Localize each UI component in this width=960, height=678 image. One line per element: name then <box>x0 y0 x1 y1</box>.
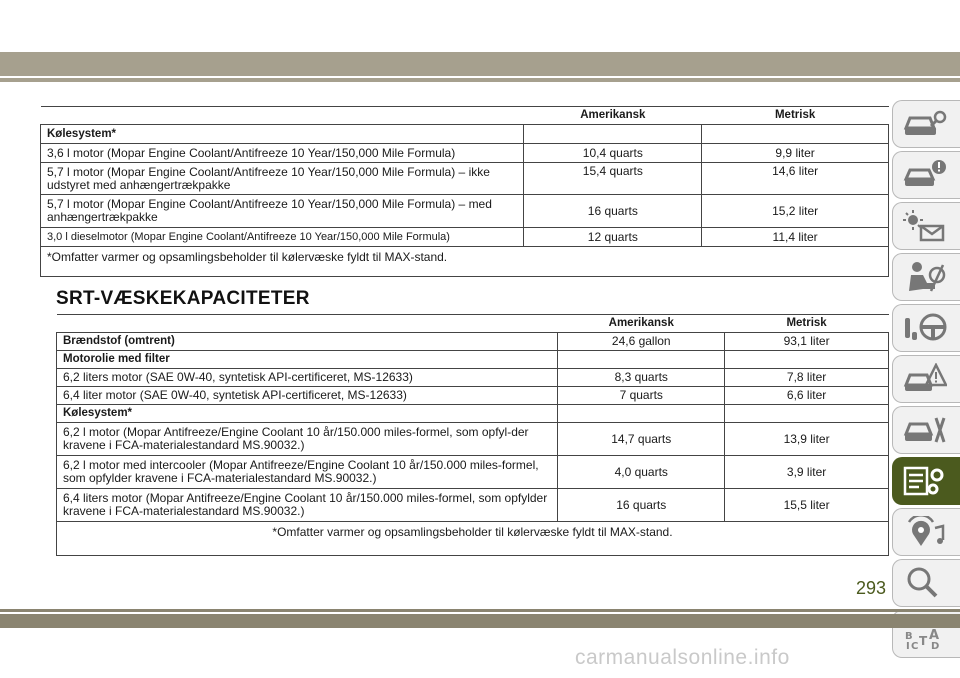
roadside-warning-icon <box>903 363 947 395</box>
top-decor-band <box>0 52 960 76</box>
row-label: 6,4 liters motor (Mopar Antifreeze/Engine Coolant 10 år/150.000 miles-formel, som opfylder kravene i FCA-materialestandard MS.90032.) <box>57 489 558 522</box>
table-note-row <box>41 247 889 277</box>
row-label: Motorolie med filter <box>57 351 558 369</box>
index-letter: A <box>929 628 940 643</box>
srt-fluid-capacity-table <box>56 314 889 556</box>
table-row <box>41 228 889 247</box>
tab-steering-wheel[interactable] <box>892 304 960 352</box>
header-metric: Metrisk <box>702 107 889 125</box>
table-note-row <box>57 522 889 556</box>
table-row <box>57 489 889 522</box>
bottom-decor-line <box>0 609 960 612</box>
header-label <box>41 107 524 125</box>
row-metric: 3,9 liter <box>725 456 889 489</box>
row-metric: 6,6 liter <box>725 387 889 405</box>
row-label: 3,6 l motor (Mopar Engine Coolant/Antifreeze 10 Year/150,000 Mile Formula) <box>41 144 524 163</box>
specifications-icon <box>903 465 947 497</box>
row-label: 6,2 l motor med intercooler (Mopar Antifreeze/Engine Coolant 10 år/150.000 miles-formel, som opfylder kravene i FCA-materialestandard MS.90032.) <box>57 456 558 489</box>
airbag-safety-icon <box>903 261 947 293</box>
row-metric: 11,4 liter <box>702 228 889 247</box>
row-us: 10,4 quarts <box>524 144 702 163</box>
row-metric: 15,5 liter <box>725 489 889 522</box>
row-us: 16 quarts <box>558 489 725 522</box>
table-row <box>57 387 889 405</box>
table-row <box>57 333 889 351</box>
row-us: 4,0 quarts <box>558 456 725 489</box>
row-label: 5,7 l motor (Mopar Engine Coolant/Antifreeze 10 Year/150,000 Mile Formula) – med anhængertrækpakke <box>41 195 524 228</box>
index-letter: C <box>911 641 919 652</box>
row-metric: 7,8 liter <box>725 369 889 387</box>
index-letter: B <box>905 631 913 642</box>
row-us <box>558 351 725 369</box>
row-us: 15,4 quarts <box>524 163 702 195</box>
search-index-icon <box>903 567 947 599</box>
row-us: 8,3 quarts <box>558 369 725 387</box>
row-us <box>524 125 702 144</box>
row-metric <box>725 405 889 423</box>
index-letter: I <box>906 641 910 652</box>
row-metric: 14,6 liter <box>702 163 889 195</box>
row-metric <box>725 351 889 369</box>
multimedia-icon <box>903 516 947 548</box>
top-decor-line <box>0 78 960 82</box>
page-number: 293 <box>856 578 887 598</box>
row-label: Kølesystem* <box>41 125 524 144</box>
table-row <box>57 456 889 489</box>
header-us: Amerikansk <box>558 315 725 333</box>
table-footnote: *Omfatter varmer og opsamlingsbeholder til kølervæske fyldt til MAX-stand. <box>57 522 889 556</box>
table-row <box>41 125 889 144</box>
header-metric: Metrisk <box>725 315 889 333</box>
bottom-decor-band <box>0 614 960 628</box>
tab-multimedia[interactable] <box>892 508 960 556</box>
index-letter: D <box>931 641 940 652</box>
row-metric: 9,9 liter <box>702 144 889 163</box>
tab-specifications[interactable] <box>892 457 960 505</box>
table-row <box>41 195 889 228</box>
car-info-icon <box>903 108 947 140</box>
table-row <box>57 351 889 369</box>
table-header-row <box>41 107 889 125</box>
tab-search-index[interactable] <box>892 559 960 607</box>
table-row <box>57 369 889 387</box>
table-row <box>41 144 889 163</box>
table-footnote: *Omfatter varmer og opsamlingsbeholder til kølervæske fyldt til MAX-stand. <box>41 247 889 277</box>
row-us: 14,7 quarts <box>558 423 725 456</box>
row-label: 6,4 liter motor (SAE 0W-40, syntetisk API-certificeret, MS-12633) <box>57 387 558 405</box>
tab-roadside-warning[interactable] <box>892 355 960 403</box>
watermark: carmanualsonline.info <box>575 646 790 669</box>
row-us: 12 quarts <box>524 228 702 247</box>
warning-lights-icon <box>903 210 947 242</box>
table-row <box>41 163 889 195</box>
row-us: 16 quarts <box>524 195 702 228</box>
table-header-row <box>57 315 889 333</box>
row-metric <box>702 125 889 144</box>
row-label: Kølesystem* <box>57 405 558 423</box>
row-label: Brændstof (omtrent) <box>57 333 558 351</box>
row-us: 24,6 gallon <box>558 333 725 351</box>
row-us <box>558 405 725 423</box>
header-us: Amerikansk <box>524 107 702 125</box>
car-service-icon <box>903 414 947 446</box>
row-us: 7 quarts <box>558 387 725 405</box>
tab-car-alert[interactable] <box>892 151 960 199</box>
row-metric: 13,9 liter <box>725 423 889 456</box>
table-row <box>57 423 889 456</box>
row-metric: 15,2 liter <box>702 195 889 228</box>
car-alert-icon <box>903 159 947 191</box>
row-metric: 93,1 liter <box>725 333 889 351</box>
table-row <box>57 405 889 423</box>
section-title: SRT-VÆSKEKAPACITETER <box>56 288 310 309</box>
steering-wheel-icon <box>903 312 947 344</box>
row-label: 6,2 l motor (Mopar Antifreeze/Engine Coolant 10 år/150.000 miles-formel, som opfyl-der kravene i FCA-materialestandard MS.90032.) <box>57 423 558 456</box>
header-label <box>57 315 558 333</box>
index-letter: T <box>919 634 928 648</box>
row-label: 3,0 l dieselmotor (Mopar Engine Coolant/Antifreeze 10 Year/150,000 Mile Formula) <box>41 228 524 247</box>
tab-car-info[interactable] <box>892 100 960 148</box>
tab-warning-lights[interactable] <box>892 202 960 250</box>
row-label: 6,2 liters motor (SAE 0W-40, syntetisk API-certificeret, MS-12633) <box>57 369 558 387</box>
tab-airbag-safety[interactable] <box>892 253 960 301</box>
coolant-capacity-table <box>40 106 889 277</box>
tab-car-service[interactable] <box>892 406 960 454</box>
row-label: 5,7 l motor (Mopar Engine Coolant/Antifreeze 10 Year/150,000 Mile Formula) – ikke udstyret med anhængertrækpakke <box>41 163 524 195</box>
